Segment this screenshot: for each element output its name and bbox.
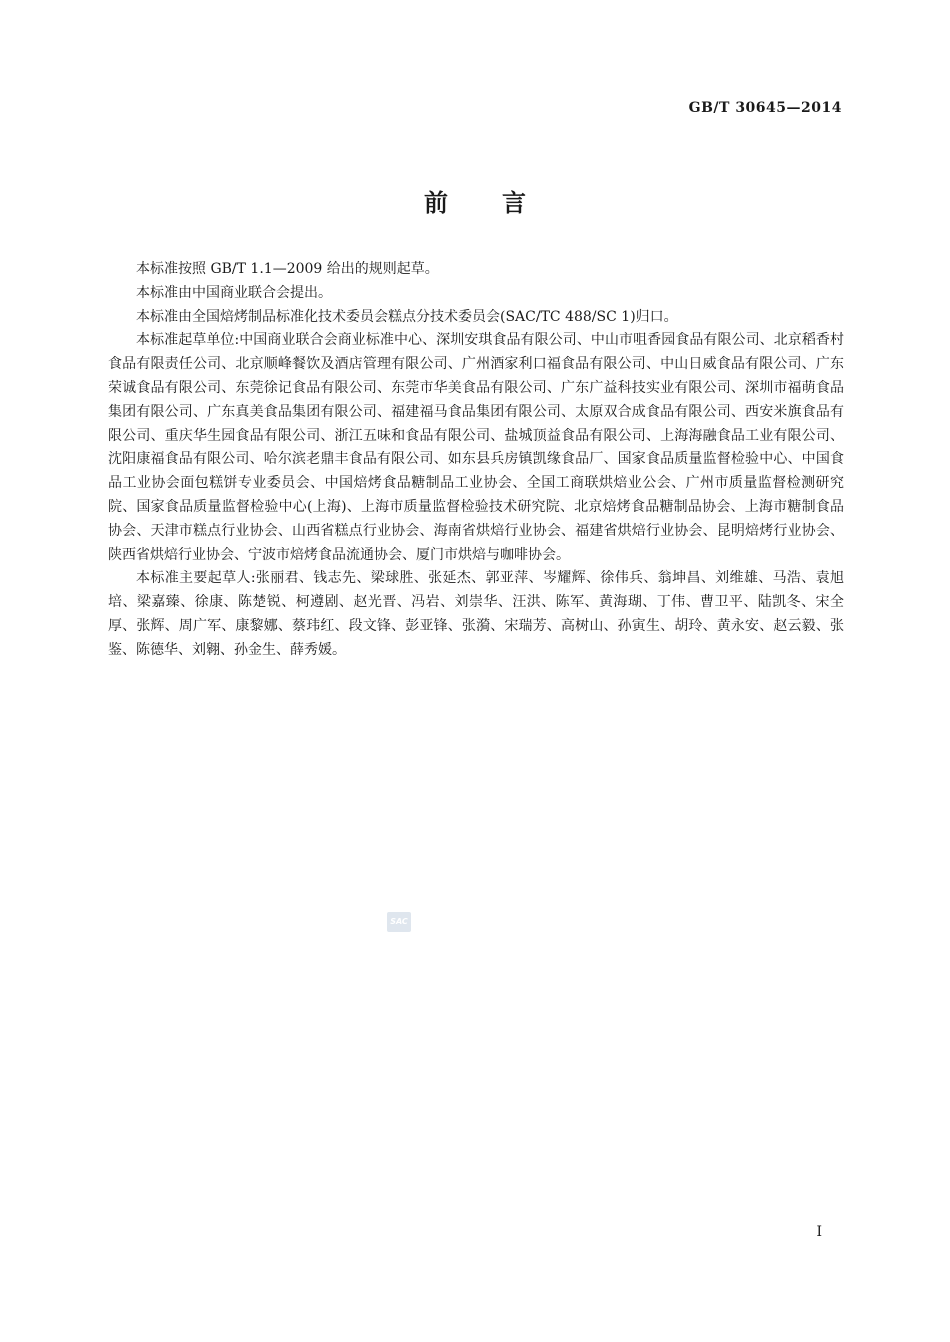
standard-code: GB/T 30645—2014 xyxy=(688,100,842,116)
title-char-2: 言 xyxy=(502,189,526,217)
paragraph-drafting-rules: 本标准按照 GB/T 1.1—2009 给出的规则起草。 xyxy=(136,261,439,277)
title-char-1: 前 xyxy=(424,189,448,217)
paragraph-centralized-unit: 本标准由全国焙烤制品标准化技术委员会糕点分技术委员会(SAC/TC 488/SC 1)归口。 xyxy=(136,308,678,325)
page-title xyxy=(0,183,950,218)
foreword-body xyxy=(108,258,844,663)
page-number: I xyxy=(816,1224,822,1240)
paragraph-drafting-units: 本标准起草单位:中国商业联合会商业标准中心、深圳安琪食品有限公司、中山市咀香园食品有限公司、北京稻香村食品有限责任公司、北京顺峰餐饮及酒店管理有限公司、广州酒家利口福食品有限公司、中山日威食品有限公司、广东荣诚食品有限公司、东莞徐记食品有限公司、东莞市华美食品有限公司、广东广益科技实业有限公司、深圳市福萌食品集团有限公司、广东真美食品集团有限公司、福建福马食品集团有限公司、太原双合成食品有限公司、西安米旗食品有限公司、重庆华生园食品有限公司、浙江五味和食品有限公司、盐城顶益食品有限公司、上海海融食品工业有限公司、沈阳康福食品有限公司、哈尔滨老鼎丰食品有限公司、如东县兵房镇凯缘食品厂、国家食品质量监督检验中心、中国食品工业协会面包糕饼专业委员会、中国焙烤食品糖制品工业协会、全国工商联烘焙业公会、广州市质量监督检测研究院、国家食品质量监督检验中心(上海)、上海市质量监督检验技术研究院、北京焙烤食品糖制品协会、上海市糖制食品协会、天津市糕点行业协会、山西省糕点行业协会、海南省烘焙行业协会、福建省烘焙行业协会、昆明焙烤行业协会、陕西省烘焙行业协会、宁波市焙烤食品流通协会、厦门市烘焙与咖啡协会。 xyxy=(108,332,844,563)
paragraph-proposer: 本标准由中国商业联合会提出。 xyxy=(136,284,332,301)
paragraph-main-drafters: 本标准主要起草人:张丽君、钱志先、梁球胜、张延杰、郭亚萍、岑耀辉、徐伟兵、翁坤昌、刘维雄、马浩、袁旭培、梁嘉臻、徐康、陈楚锐、柯遵剧、赵光晋、冯岩、刘崇华、汪洪、陈军、黄海瑚、丁伟、曹卫平、陆凯冬、宋全厚、张辉、周广军、康黎娜、蔡玮红、段文锋、彭亚锋、张漪、宋瑞芳、高树山、孙寅生、胡玲、黄永安、赵云毅、张鉴、陈德华、刘翱、孙金生、薛秀媛。 xyxy=(108,570,844,658)
sac-watermark-logo: SAC xyxy=(387,912,411,932)
